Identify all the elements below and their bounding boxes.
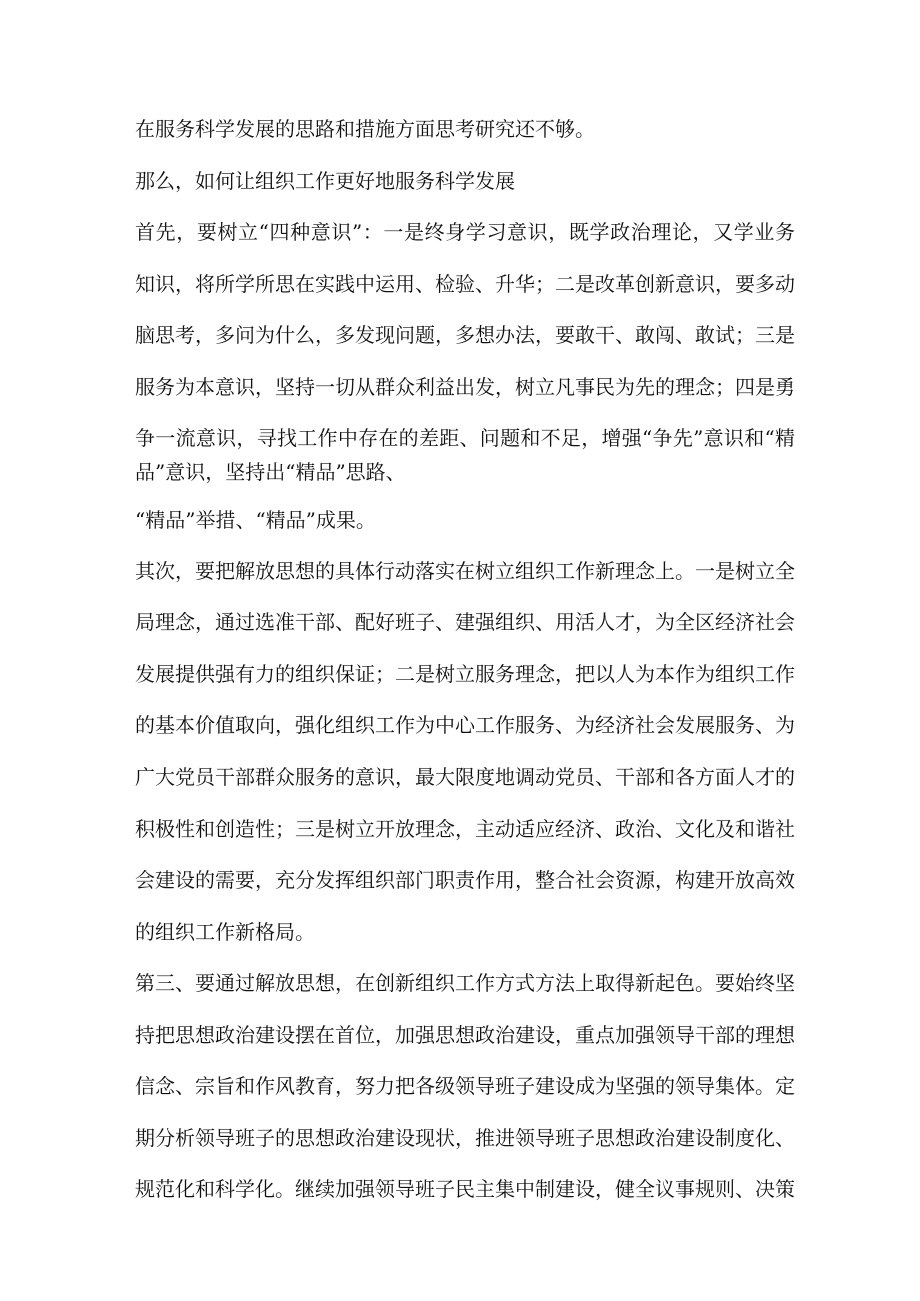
text-line-15: 积极性和创造性；三是树立开放理念，主动适应经济、政治、文化及和谐社 <box>135 817 795 841</box>
text-line-19: 持把思想政治建设摆在首位，加强思想政治建设，重点加强领导干部的理想 <box>135 1023 795 1047</box>
text-line-3: 首先，要树立“四种意识”：一是终身学习意识，既学政治理论，又学业务 <box>135 220 795 244</box>
text-line-14: 广大党员干部群众服务的意识，最大限度地调动党员、干部和各方面人才的 <box>135 765 795 789</box>
text-line-2: 那么，如何让组织工作更好地服务科学发展 <box>135 169 515 193</box>
text-line-20: 信念、宗旨和作风教育，努力把各级领导班子建设成为坚强的领导集体。定 <box>135 1074 795 1098</box>
text-line-8: 品”意识，坚持出“精品”思路、 <box>135 460 406 484</box>
text-line-12: 发展提供强有力的组织保证；二是树立服务理念，把以人为本作为组织工作 <box>135 662 795 686</box>
text-line-21: 期分析领导班子的思想政治建设现状，推进领导班子思想政治建设制度化、 <box>135 1126 795 1150</box>
text-line-1: 在服务科学发展的思路和措施方面思考研究还不够。 <box>135 117 595 141</box>
text-line-16: 会建设的需要，充分发挥组织部门职责作用，整合社会资源，构建开放高效 <box>135 868 795 892</box>
text-line-6: 服务为本意识，坚持一切从群众利益出发，树立凡事民为先的理念；四是勇 <box>135 375 795 399</box>
text-line-11: 局理念，通过选准干部、配好班子、建强组织、用活人才，为全区经济社会 <box>135 610 795 634</box>
text-line-22: 规范化和科学化。继续加强领导班子民主集中制建设，健全议事规则、决策 <box>135 1177 795 1201</box>
text-line-7: 争一流意识，寻找工作中存在的差距、问题和不足，增强“争先”意识和“精 <box>135 426 795 450</box>
text-line-10: 其次，要把解放思想的具体行动落实在树立组织工作新理念上。一是树立全 <box>135 559 795 583</box>
text-line-18: 第三、要通过解放思想，在创新组织工作方式方法上取得新起色。要始终坚 <box>135 971 795 995</box>
text-line-4: 知识，将所学所思在实践中运用、检验、升华；二是改革创新意识，要多动 <box>135 272 795 296</box>
text-line-9: “精品”举措、“精品”成果。 <box>135 508 376 532</box>
text-line-5: 脑思考，多问为什么，多发现问题，多想办法，要敢干、敢闯、敢试；三是 <box>135 323 795 347</box>
text-line-13: 的基本价值取向，强化组织工作为中心工作服务、为经济社会发展服务、为 <box>135 713 795 737</box>
text-line-17: 的组织工作新格局。 <box>135 920 315 944</box>
